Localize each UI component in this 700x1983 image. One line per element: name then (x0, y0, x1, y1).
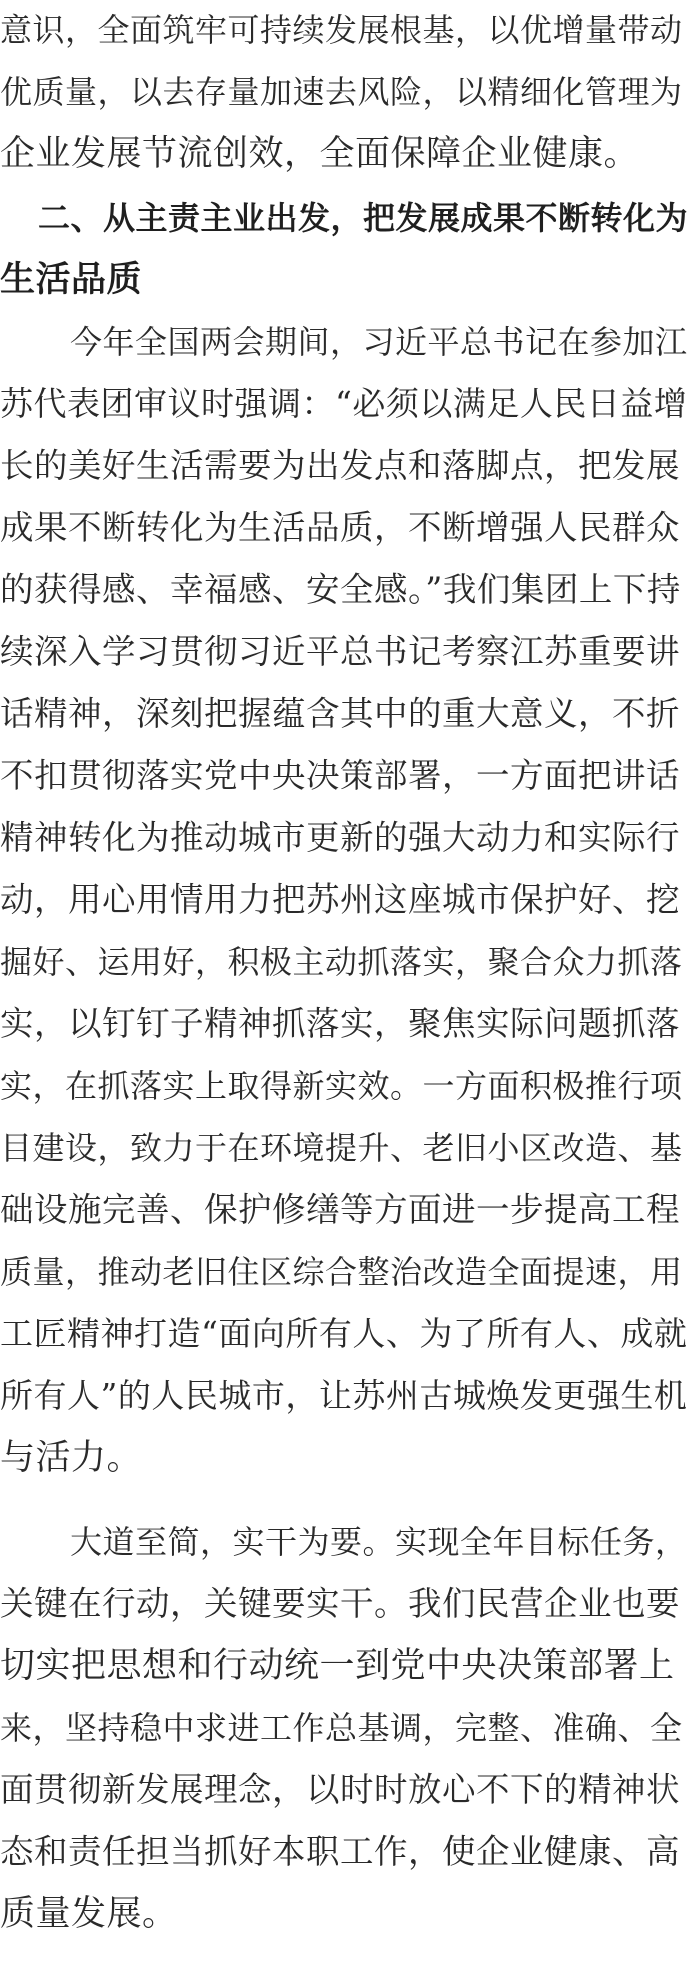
text-line: 质量，推动老旧住区综合整治改造全面提速，用 (0, 1253, 683, 1291)
text-line: 切实把思想和行动统一到党中央决策部署上 (0, 1646, 675, 1686)
text-line: 动，用心用情用力把苏州这座城市保护好、挖 (0, 880, 680, 919)
text-line: 长的美好生活需要为出发点和落脚点，把发展 (0, 446, 680, 485)
text-line: 的获得感、幸福感、安全感。”我们集团上下持 (0, 570, 681, 609)
text-line: 质量发展。 (0, 1894, 178, 1934)
text-line: 础设施完善、保护修缮等方面进一步提高工程 (0, 1190, 680, 1229)
text-line: 不扣贯彻落实党中央决策部署，一方面把讲话 (0, 756, 680, 795)
text-line: 工匠精神打造“面向所有人、为了所有人、成就 (0, 1314, 688, 1353)
text-line: 话精神，深刻把握蕴含其中的重大意义，不折 (0, 694, 680, 733)
text-line: 面贯彻新发展理念，以时时放心不下的精神状 (0, 1770, 680, 1809)
section-heading: 二、从主责主业出发，把发展成果不断转化为 (38, 199, 689, 237)
text-line: 所有人”的人民城市，让苏州古城焕发更强生机 (0, 1376, 688, 1415)
text-line: 成果不断转化为生活品质，不断增强人民群众 (0, 508, 680, 547)
section-heading: 生活品质 (0, 260, 143, 300)
text-line: 目建设，致力于在环境提升、老旧小区改造、基 (0, 1129, 683, 1167)
text-line: 态和责任担当抓好本职工作，使企业健康、高 (0, 1832, 680, 1871)
text-line: 苏代表团审议时强调：“必须以满足人民日益增 (0, 384, 688, 423)
paragraph-first-line: 大道至简，实干为要。实现全年目标任务， (70, 1523, 688, 1561)
text-line: 续深入学习贯彻习近平总书记考察江苏重要讲 (0, 632, 680, 671)
text-line: 与活力。 (0, 1438, 143, 1478)
text-line: 企业发展节流创效，全面保障企业健康。 (0, 134, 640, 174)
text-line: 来，坚持稳中求进工作总基调，完整、准确、全 (0, 1709, 683, 1747)
text-line: 优质量，以去存量加速去风险，以精细化管理为 (0, 73, 683, 111)
text-line: 掘好、运用好，积极主动抓落实，聚合众力抓落 (0, 943, 683, 981)
text-line: 意识，全面筑牢可持续发展根基，以优增量带动 (0, 11, 683, 49)
text-line: 关键在行动，关键要实干。我们民营企业也要 (0, 1584, 680, 1623)
text-line: 实，在抓落实上取得新实效。一方面积极推行项 (0, 1067, 683, 1105)
text-line: 精神转化为推动城市更新的强大动力和实际行 (0, 818, 680, 857)
text-line: 实，以钉钉子精神抓落实，聚焦实际问题抓落 (0, 1004, 680, 1043)
paragraph-first-line: 今年全国两会期间，习近平总书记在参加江 (70, 323, 688, 361)
